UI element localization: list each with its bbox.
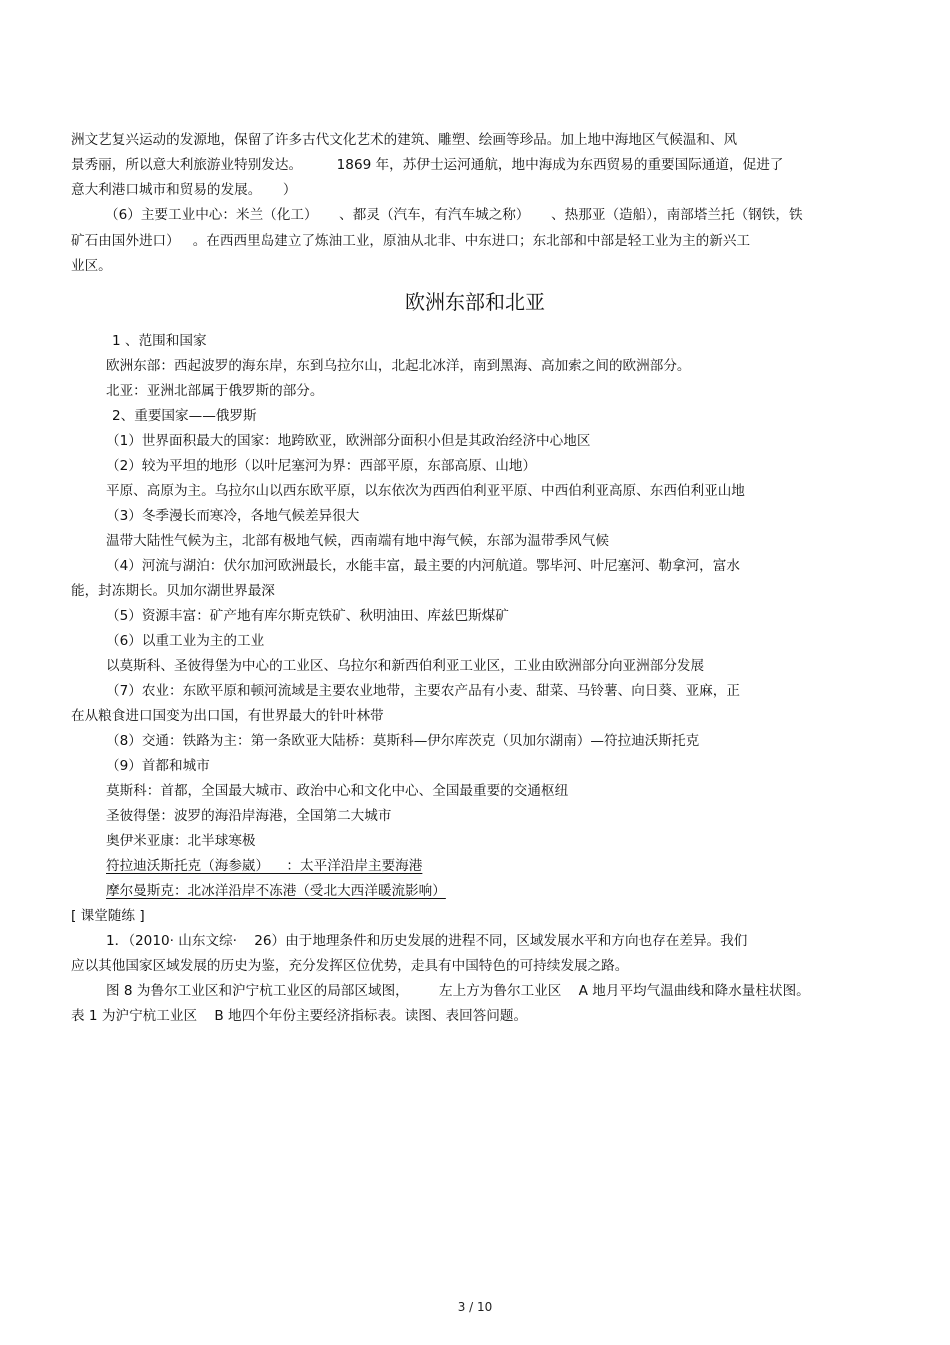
body-text-line: （8）交通：铁路为主：第一条欧亚大陆桥：莫斯科—伊尔库茨克（贝加尔湖南）—符拉迪沃斯托克 (106, 733, 700, 749)
heading-russia: 2、重要国家——俄罗斯 (112, 408, 257, 424)
question-text-line: 表 1 为沪宁杭工业区 B 地四个年份主要经济指标表。读图、表回答问题。 (71, 1008, 528, 1024)
body-text-line: 能，封冻期长。贝加尔湖世界最深 (71, 583, 275, 599)
body-text-line: 平原、高原为主。乌拉尔山以西东欧平原，以东依次为西西伯利亚平原、中西伯利亚高原、东西伯利亚山地 (106, 483, 745, 499)
body-text-line: 圣彼得堡：波罗的海沿岸海港，全国第二大城市 (106, 808, 392, 824)
body-text-line: （3）冬季漫长而寒冷，各地气候差异很大 (106, 508, 360, 524)
body-text-line: （6）主要工业中心：米兰（化工） 、都灵（汽车，有汽车城之称） 、热那亚（造船），南部塔兰托（钢铁，铁 (105, 207, 803, 223)
page-number: 3 / 10 (457, 1300, 493, 1314)
body-text-line: （4）河流与湖泊：伏尔加河欧洲最长，水能丰富，最主要的内河航道。鄂毕河、叶尼塞河、勒拿河，富水 (106, 558, 740, 574)
body-text-line: （1）世界面积最大的国家：地跨欧亚，欧洲部分面积小但是其政治经济中心地区 (106, 433, 591, 449)
body-text-line: 意大利港口城市和贸易的发展。 ） (71, 182, 297, 198)
body-text-line: （9）首都和城市 (106, 758, 210, 774)
body-text-line: 矿石由国外进口） 。在西西里岛建立了炼油工业，原油从北非、中东进口；东北部和中部是轻工业为主的新兴工 (71, 233, 751, 249)
section-title: 欧洲东部和北亚 (405, 290, 545, 314)
heading-range-countries: 1 、范围和国家 (112, 333, 207, 349)
body-text-line: 洲文艺复兴运动的发源地，保留了许多古代文化艺术的建筑、雕塑、绘画等珍品。加上地中海地区气候温和、风 (71, 132, 738, 148)
body-text-line-underlined: 符拉迪沃斯托克（海参崴） ：太平洋沿岸主要海港 (106, 858, 423, 874)
body-text-line: （5）资源丰富：矿产地有库尔斯克铁矿、秋明油田、库兹巴斯煤矿 (106, 608, 509, 624)
body-text-line: 以莫斯科、圣彼得堡为中心的工业区、乌拉尔和新西伯利亚工业区，工业由欧洲部分向亚洲部分发展 (106, 658, 705, 674)
body-text-line: 在从粮食进口国变为出口国，有世界最大的针叶林带 (71, 708, 384, 724)
body-text-line: 奥伊米亚康：北半球寒极 (106, 833, 256, 849)
question-text-line: 应以其他国家区域发展的历史为鉴，充分发挥区位优势，走具有中国特色的可持续发展之路。 (71, 958, 629, 974)
question-text-line: 图 8 为鲁尔工业区和沪宁杭工业区的局部区域图， 左上方为鲁尔工业区 A 地月平均气温曲线和降水量柱状图。 (106, 983, 810, 999)
body-text-line: 莫斯科：首都，全国最大城市、政治中心和文化中心、全国最重要的交通枢纽 (106, 783, 569, 799)
body-text-line: 业区。 (71, 258, 112, 274)
question-text-line: 1．（2010· 山东文综· 26）由于地理条件和历史发展的进程不同，区域发展水平和方向也存在差异。我们 (106, 933, 748, 949)
body-text-line: （2）较为平坦的地形（以叶尼塞河为界：西部平原，东部高原、山地） (106, 458, 537, 474)
body-text-line: （6）以重工业为主的工业 (106, 633, 265, 649)
body-text-line: 景秀丽，所以意大利旅游业特别发达。 1869 年，苏伊士运河通航，地中海成为东西贸易的重要国际通道，促进了 (71, 157, 784, 173)
body-text-line: （7）农业：东欧平原和顿河流域是主要农业地带，主要农产品有小麦、甜菜、马铃薯、向日葵、亚麻，正 (106, 683, 740, 699)
body-text-line: 温带大陆性气候为主，北部有极地气候，西南端有地中海气候，东部为温带季风气候 (106, 533, 609, 549)
body-text-line: 北亚：亚洲北部属于俄罗斯的部分。 (106, 383, 324, 399)
practice-header: [ 课堂随练 ] (71, 908, 145, 924)
body-text-line: 欧洲东部：西起波罗的海东岸，东到乌拉尔山，北起北冰洋，南到黑海、高加索之间的欧洲部分。 (106, 358, 691, 374)
body-text-line-underlined: 摩尔曼斯克：北冰洋沿岸不冻港（受北大西洋暖流影响） (106, 883, 446, 899)
